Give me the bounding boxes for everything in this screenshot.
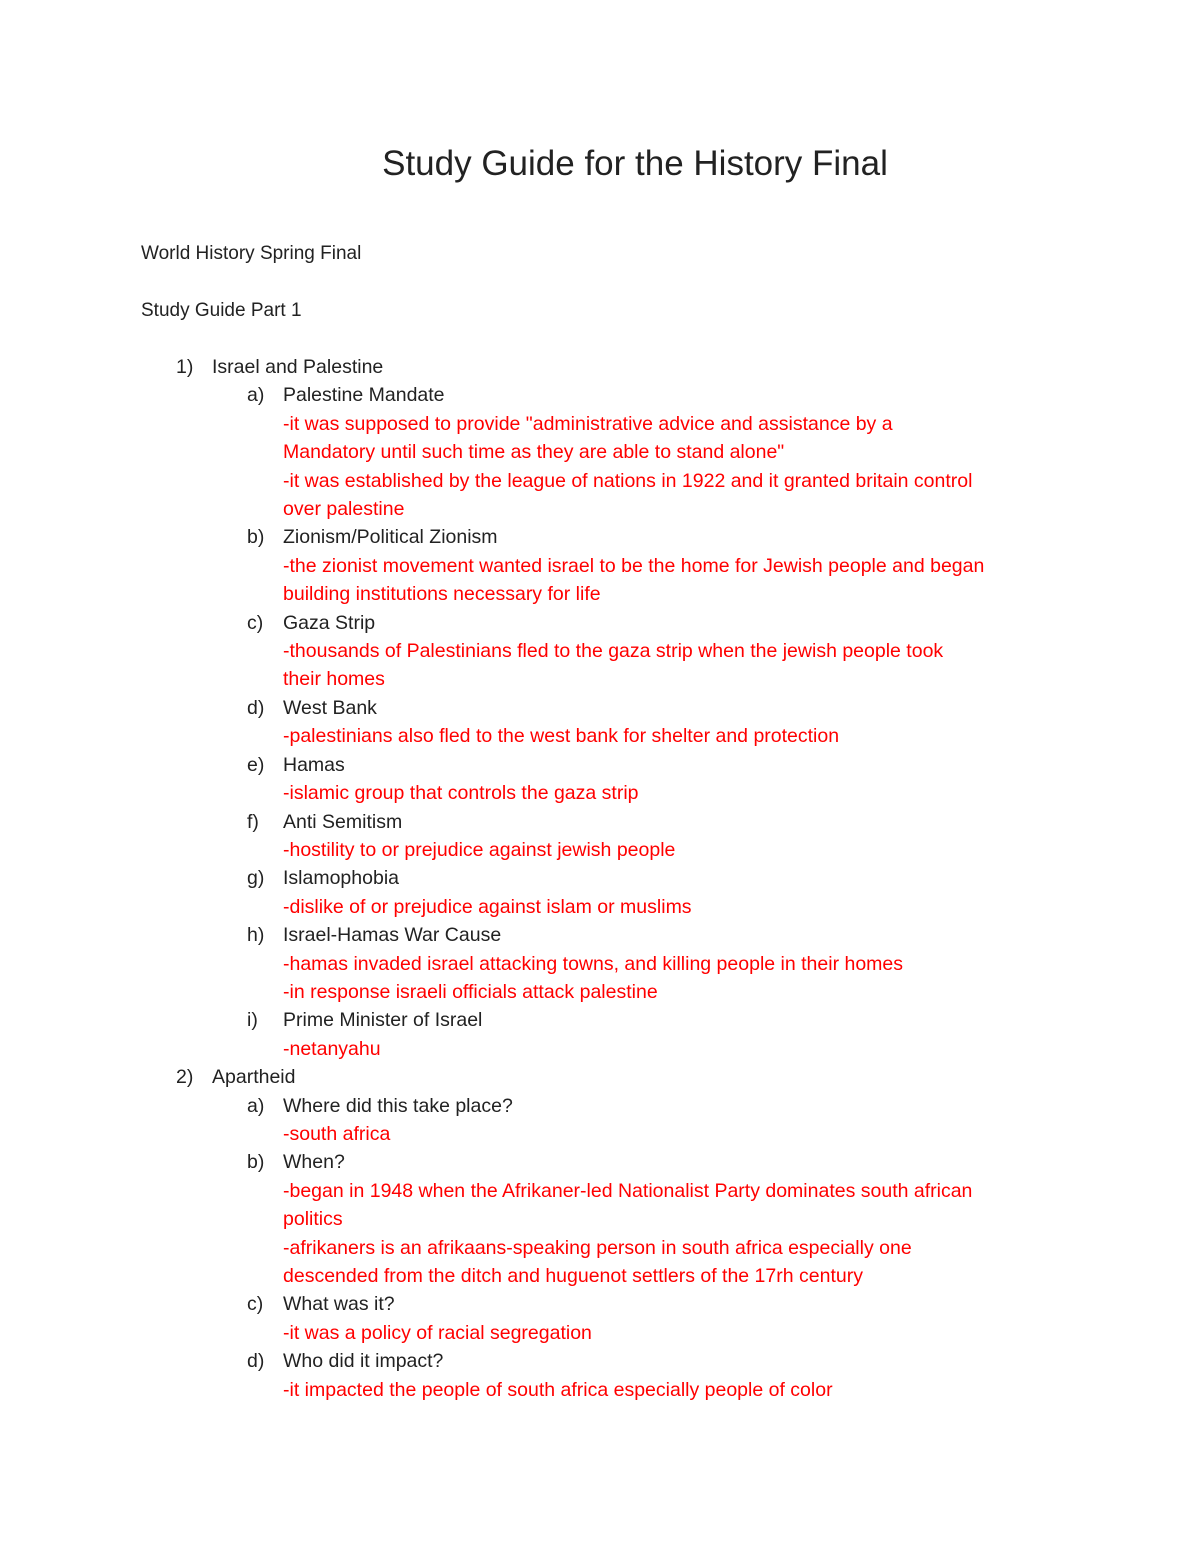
section-heading: Israel and Palestine xyxy=(212,356,384,378)
answer-line: Mandatory until such time as they are able to stand alone" xyxy=(283,441,785,464)
item-letter: c) xyxy=(247,1293,264,1316)
outline-item xyxy=(0,808,1200,836)
answer-line: descended from the ditch and huguenot settlers of the 17rh century xyxy=(283,1265,863,1287)
outline-item xyxy=(0,1092,1200,1120)
outline-item xyxy=(0,523,1200,551)
page-title: Study Guide for the History Final xyxy=(382,144,888,183)
answer-line: politics xyxy=(283,1208,343,1231)
item-term: Israel-Hamas War Cause xyxy=(283,924,502,947)
course-subtitle: World History Spring Final xyxy=(141,243,362,264)
outline-item xyxy=(0,921,1200,949)
answer-line: -hostility to or prejudice against jewish people xyxy=(283,838,676,861)
outline-item xyxy=(0,381,1200,409)
answer-line: -it impacted the people of south africa especially people of color xyxy=(283,1378,833,1401)
item-term: When? xyxy=(283,1151,345,1174)
item-letter: d) xyxy=(247,1350,265,1373)
item-letter: h) xyxy=(247,924,265,947)
item-term: Islamophobia xyxy=(283,867,399,890)
part-heading: Study Guide Part 1 xyxy=(141,300,302,321)
item-term: Prime Minister of Israel xyxy=(283,1009,483,1032)
item-letter: a) xyxy=(247,384,265,407)
answer-line: -netanyahu xyxy=(283,1037,381,1060)
item-term: Who did it impact? xyxy=(283,1350,444,1373)
answer-line: their homes xyxy=(283,668,385,691)
section-heading: Apartheid xyxy=(212,1066,296,1089)
item-letter: f) xyxy=(247,810,259,833)
item-letter: e) xyxy=(247,753,265,776)
answer-line: -hamas invaded israel attacking towns, and killing people in their homes xyxy=(283,952,904,975)
answer-line: -began in 1948 when the Afrikaner-led Nationalist Party dominates south african xyxy=(283,1179,973,1202)
section-number: 2) xyxy=(176,1066,194,1089)
item-letter: b) xyxy=(247,1151,265,1174)
answer-line: -thousands of Palestinians fled to the gaza strip when the jewish people took xyxy=(283,640,944,663)
answer-line: -in response israeli officials attack palestine xyxy=(283,980,658,1003)
answer-line: -afrikaners is an afrikaans-speaking person in south africa especially one xyxy=(283,1236,912,1259)
study-outline xyxy=(0,353,1200,1404)
answer-line: -palestinians also fled to the west bank for shelter and protection xyxy=(283,725,840,748)
item-letter: g) xyxy=(247,867,265,890)
outline-item xyxy=(0,1006,1200,1034)
item-term: Gaza Strip xyxy=(283,611,376,634)
item-letter: d) xyxy=(247,696,265,719)
item-term: Hamas xyxy=(283,753,345,776)
outline-item xyxy=(0,864,1200,892)
item-term: Palestine Mandate xyxy=(283,384,445,407)
item-letter: c) xyxy=(247,611,264,634)
outline-item xyxy=(0,1148,1200,1176)
outline-section xyxy=(0,353,1200,381)
item-letter: i) xyxy=(247,1009,258,1032)
outline-section xyxy=(0,1063,1200,1091)
answer-line: -it was a policy of racial segregation xyxy=(283,1321,592,1344)
item-term: What was it? xyxy=(283,1293,395,1316)
outline-item xyxy=(0,609,1200,637)
item-term: Zionism/Political Zionism xyxy=(283,526,498,549)
outline-item xyxy=(0,1347,1200,1375)
answer-line: -the zionist movement wanted israel to be the home for Jewish people and began xyxy=(283,554,985,577)
answer-line: over palestine xyxy=(283,498,405,521)
section-number: 1) xyxy=(176,356,194,378)
answer-line: -it was established by the league of nations in 1922 and it granted britain control xyxy=(283,469,973,492)
answer-line: building institutions necessary for life xyxy=(283,583,601,606)
outline-item xyxy=(0,694,1200,722)
item-letter: b) xyxy=(247,526,265,549)
outline-item xyxy=(0,751,1200,779)
item-letter: a) xyxy=(247,1094,265,1117)
outline-item xyxy=(0,1290,1200,1318)
answer-line: -dislike of or prejudice against islam or muslims xyxy=(283,895,692,918)
item-term: Anti Semitism xyxy=(283,810,403,833)
answer-line: -it was supposed to provide "administrative advice and assistance by a xyxy=(283,412,893,435)
item-term: West Bank xyxy=(283,696,377,719)
answer-line: -south africa xyxy=(283,1122,391,1145)
item-term: Where did this take place? xyxy=(283,1094,513,1117)
answer-line: -islamic group that controls the gaza strip xyxy=(283,782,639,805)
